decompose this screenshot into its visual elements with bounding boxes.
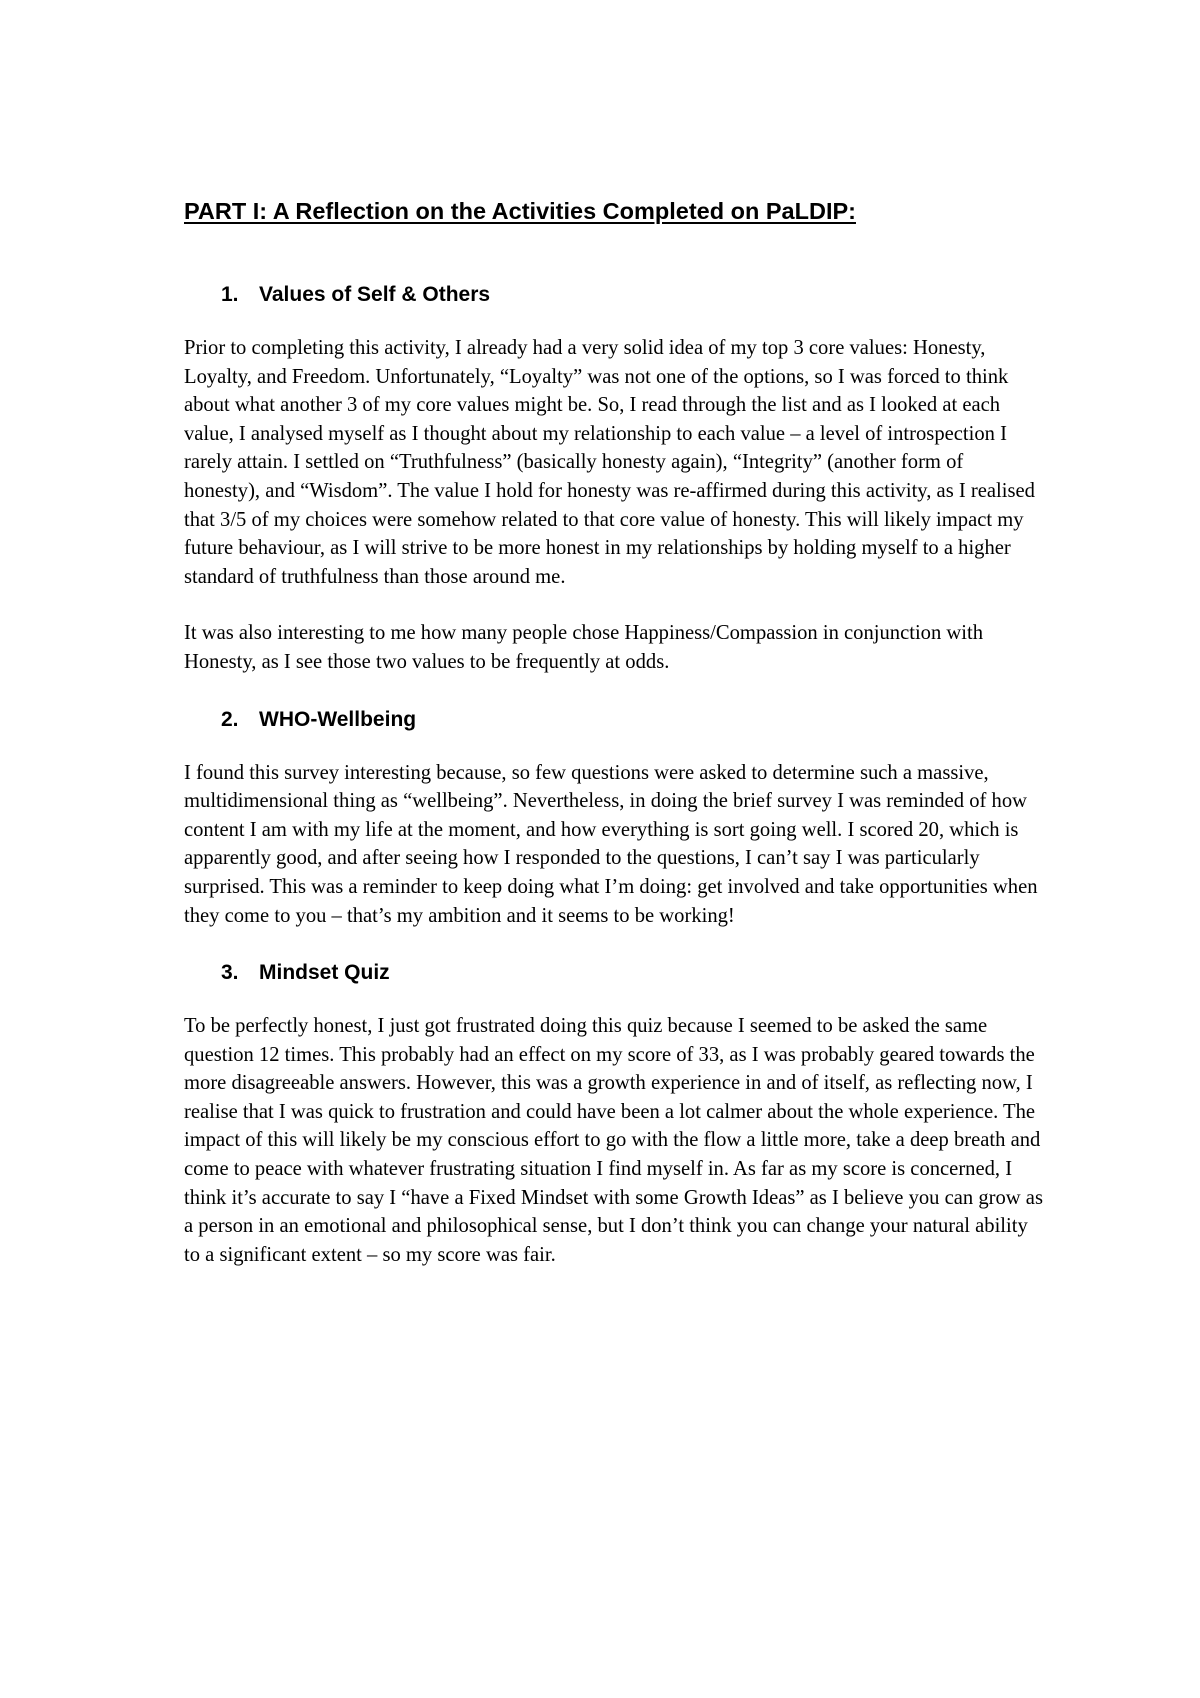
section-heading-text: WHO-Wellbeing bbox=[259, 707, 417, 731]
paragraph: It was also interesting to me how many people chose Happiness/Compassion in conjunction with Honesty, as I see those two values to be frequently at odds. bbox=[184, 622, 984, 673]
section-number: 1. bbox=[221, 283, 239, 306]
section-who-wellbeing bbox=[184, 705, 1044, 931]
paragraph: Prior to completing this activity, I already had a very solid idea of my top 3 core values: Honesty, Loyalty, and Freedom. Unfortunately, “Loyalty” was not one of the options, so I was forced to think about what another 3 of my core values might be. So, I read through the list and as I looked at each value, I analysed myself as I thought about my relationship to each value – a level of introspection I rarely attain. I settled on “Truthfulness” (basically honesty again), “Integrity” (another form of honesty), and “Wisdom”. The value I hold for honesty was re-affirmed during this activity, as I realised that 3/5 of my choices were somehow related to that core value of honesty. This will likely impact my future behaviour, as I will strive to be more honest in my relationships by holding myself to a higher standard of truthfulness than those around me. bbox=[184, 337, 1035, 588]
section-heading-text: Mindset Quiz bbox=[259, 961, 390, 985]
section-heading-text: Values of Self & Others bbox=[259, 283, 491, 306]
section-heading bbox=[184, 705, 1044, 735]
document-title: PART I: A Reflection on the Activities Completed on PaLDIP: bbox=[184, 198, 856, 224]
section-mindset-quiz bbox=[184, 958, 1044, 1269]
paragraph: To be perfectly honest, I just got frustrated doing this quiz because I seemed to be asked the same question 12 times. This probably had an effect on my score of 33, as I was probably geared towards the more disagreeable answers. However, this was a growth experience in and of itself, as reflecting now, I realise that I was quick to frustration and could have been a lot calmer about the whole experience. The impact of this will likely be my conscious effort to go with the flow a little more, take a deep breath and come to peace with whatever frustrating situation I find myself in. As far as my score is concerned, I think it’s accurate to say I “have a Fixed Mindset with some Growth Ideas” as I believe you can grow as a person in an emotional and philosophical sense, but I don’t think you can change your natural ability to a significant extent – so my score was fair. bbox=[184, 1015, 1043, 1266]
section-values-of-self-and-others bbox=[184, 280, 1044, 677]
paragraph: I found this survey interesting because, so few questions were asked to determine such a massive, multidimensional thing as “wellbeing”. Nevertheless, in doing the brief survey I was reminded of how content I am with my life at the moment, and how everything is sort going well. I scored 20, which is apparently good, and after seeing how I responded to the questions, I can’t say I was particularly surprised. This was a reminder to keep doing what I’m doing: get involved and take opportunities when they come to you – that’s my ambition and it seems to be working! bbox=[184, 761, 1038, 927]
section-number: 2. bbox=[221, 707, 239, 731]
document-body bbox=[184, 196, 1044, 1297]
section-heading bbox=[184, 958, 1044, 988]
section-number: 3. bbox=[221, 961, 239, 985]
section-heading bbox=[184, 280, 1044, 310]
